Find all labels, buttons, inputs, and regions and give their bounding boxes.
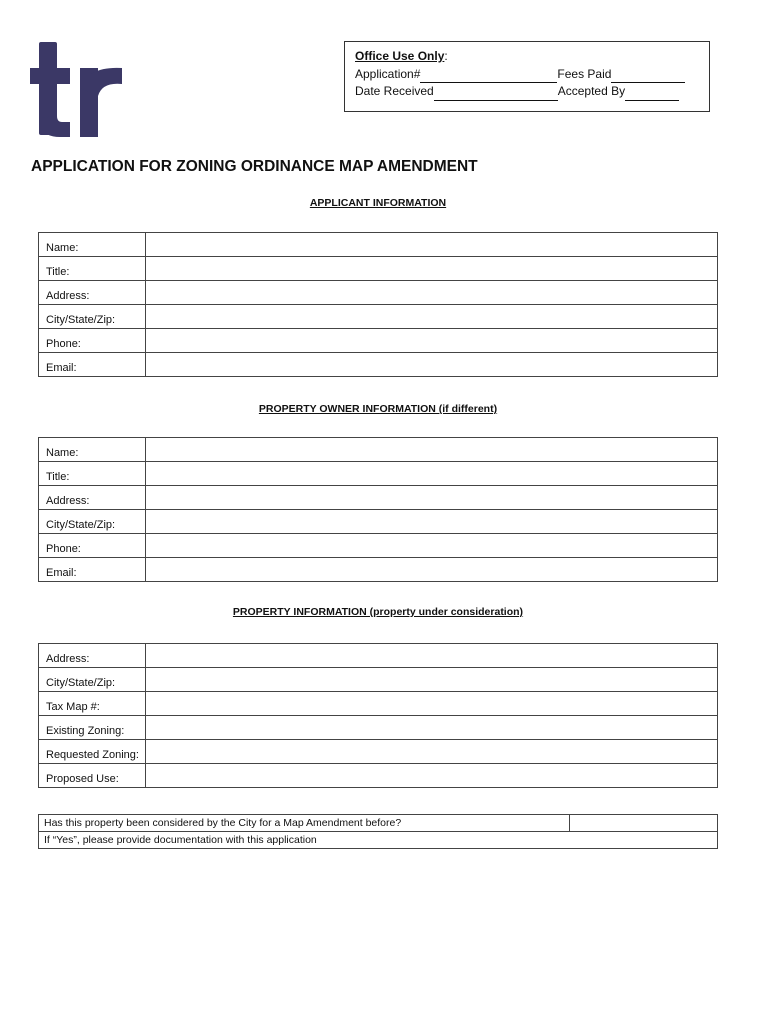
owner-table — [38, 437, 718, 582]
applicant-city-state-zip-input[interactable] — [146, 305, 718, 329]
table-row — [39, 832, 718, 849]
table-row — [39, 692, 718, 716]
office-use-box — [344, 41, 710, 112]
table-row — [39, 740, 718, 764]
tax-map-input[interactable] — [146, 692, 718, 716]
owner-name-input[interactable] — [146, 438, 718, 462]
existing-zoning-input[interactable] — [146, 716, 718, 740]
fees-paid-label: Fees Paid — [557, 66, 612, 81]
field-label: Existing Zoning: — [39, 716, 146, 740]
applicant-email-input[interactable] — [146, 353, 718, 377]
table-row — [39, 644, 718, 668]
property-table — [38, 643, 718, 788]
owner-city-state-zip-input[interactable] — [146, 510, 718, 534]
accepted-by-label: Accepted By — [557, 84, 626, 98]
application-number-field[interactable] — [420, 69, 557, 83]
field-label: Title: — [39, 462, 146, 486]
table-row — [39, 257, 718, 281]
field-label: Phone: — [39, 329, 146, 353]
application-label: Application# — [355, 66, 421, 81]
table-row — [39, 305, 718, 329]
table-row — [39, 486, 718, 510]
field-label: Address: — [39, 644, 146, 668]
logo-icon — [30, 38, 130, 143]
owner-phone-input[interactable] — [146, 534, 718, 558]
field-label: Address: — [39, 281, 146, 305]
logo — [30, 38, 130, 143]
table-row — [39, 815, 718, 832]
table-row — [39, 281, 718, 305]
property-city-state-zip-input[interactable] — [146, 668, 718, 692]
field-label: City/State/Zip: — [39, 305, 146, 329]
applicant-table — [38, 232, 718, 377]
owner-email-input[interactable] — [146, 558, 718, 582]
prior-amendment-answer[interactable] — [570, 815, 718, 832]
applicant-phone-input[interactable] — [146, 329, 718, 353]
field-label: Address: — [39, 486, 146, 510]
prior-amendment-question: Has this property been considered by the City for a Map Amendment before? — [39, 815, 570, 832]
table-row — [39, 764, 718, 788]
date-received-field[interactable] — [434, 87, 558, 101]
table-row — [39, 353, 718, 377]
applicant-address-input[interactable] — [146, 281, 718, 305]
property-address-input[interactable] — [146, 644, 718, 668]
table-row — [39, 438, 718, 462]
field-label: Name: — [39, 438, 146, 462]
field-label: Email: — [39, 558, 146, 582]
table-row — [39, 534, 718, 558]
prior-amendment-table — [38, 814, 718, 849]
field-label: Tax Map #: — [39, 692, 146, 716]
documentation-note: If “Yes”, please provide documentation with this application — [39, 832, 718, 849]
table-row — [39, 329, 718, 353]
office-use-title: Office Use Only: — [355, 49, 448, 63]
date-received-label: Date Received — [355, 84, 434, 98]
accepted-by-field[interactable] — [625, 87, 679, 101]
field-label: Title: — [39, 257, 146, 281]
owner-heading: PROPERTY OWNER INFORMATION (if different) — [258, 403, 498, 415]
proposed-use-input[interactable] — [146, 764, 718, 788]
applicant-name-input[interactable] — [146, 233, 718, 257]
table-row — [39, 558, 718, 582]
applicant-heading: APPLICANT INFORMATION — [309, 197, 447, 209]
property-heading: PROPERTY INFORMATION (property under consideration) — [232, 606, 524, 618]
field-label: City/State/Zip: — [39, 668, 146, 692]
office-line-2 — [355, 83, 699, 101]
field-label: City/State/Zip: — [39, 510, 146, 534]
office-line-1 — [355, 66, 699, 84]
field-label: Name: — [39, 233, 146, 257]
field-label: Proposed Use: — [39, 764, 146, 788]
field-label: Phone: — [39, 534, 146, 558]
table-row — [39, 510, 718, 534]
table-row — [39, 233, 718, 257]
applicant-title-input[interactable] — [146, 257, 718, 281]
table-row — [39, 668, 718, 692]
field-label: Requested Zoning: — [39, 740, 146, 764]
table-row — [39, 462, 718, 486]
requested-zoning-input[interactable] — [146, 740, 718, 764]
owner-title-input[interactable] — [146, 462, 718, 486]
field-label: Email: — [39, 353, 146, 377]
fees-paid-field[interactable] — [611, 69, 685, 83]
table-row — [39, 716, 718, 740]
owner-address-input[interactable] — [146, 486, 718, 510]
page-title: APPLICATION FOR ZONING ORDINANCE MAP AMENDMENT — [31, 158, 478, 175]
